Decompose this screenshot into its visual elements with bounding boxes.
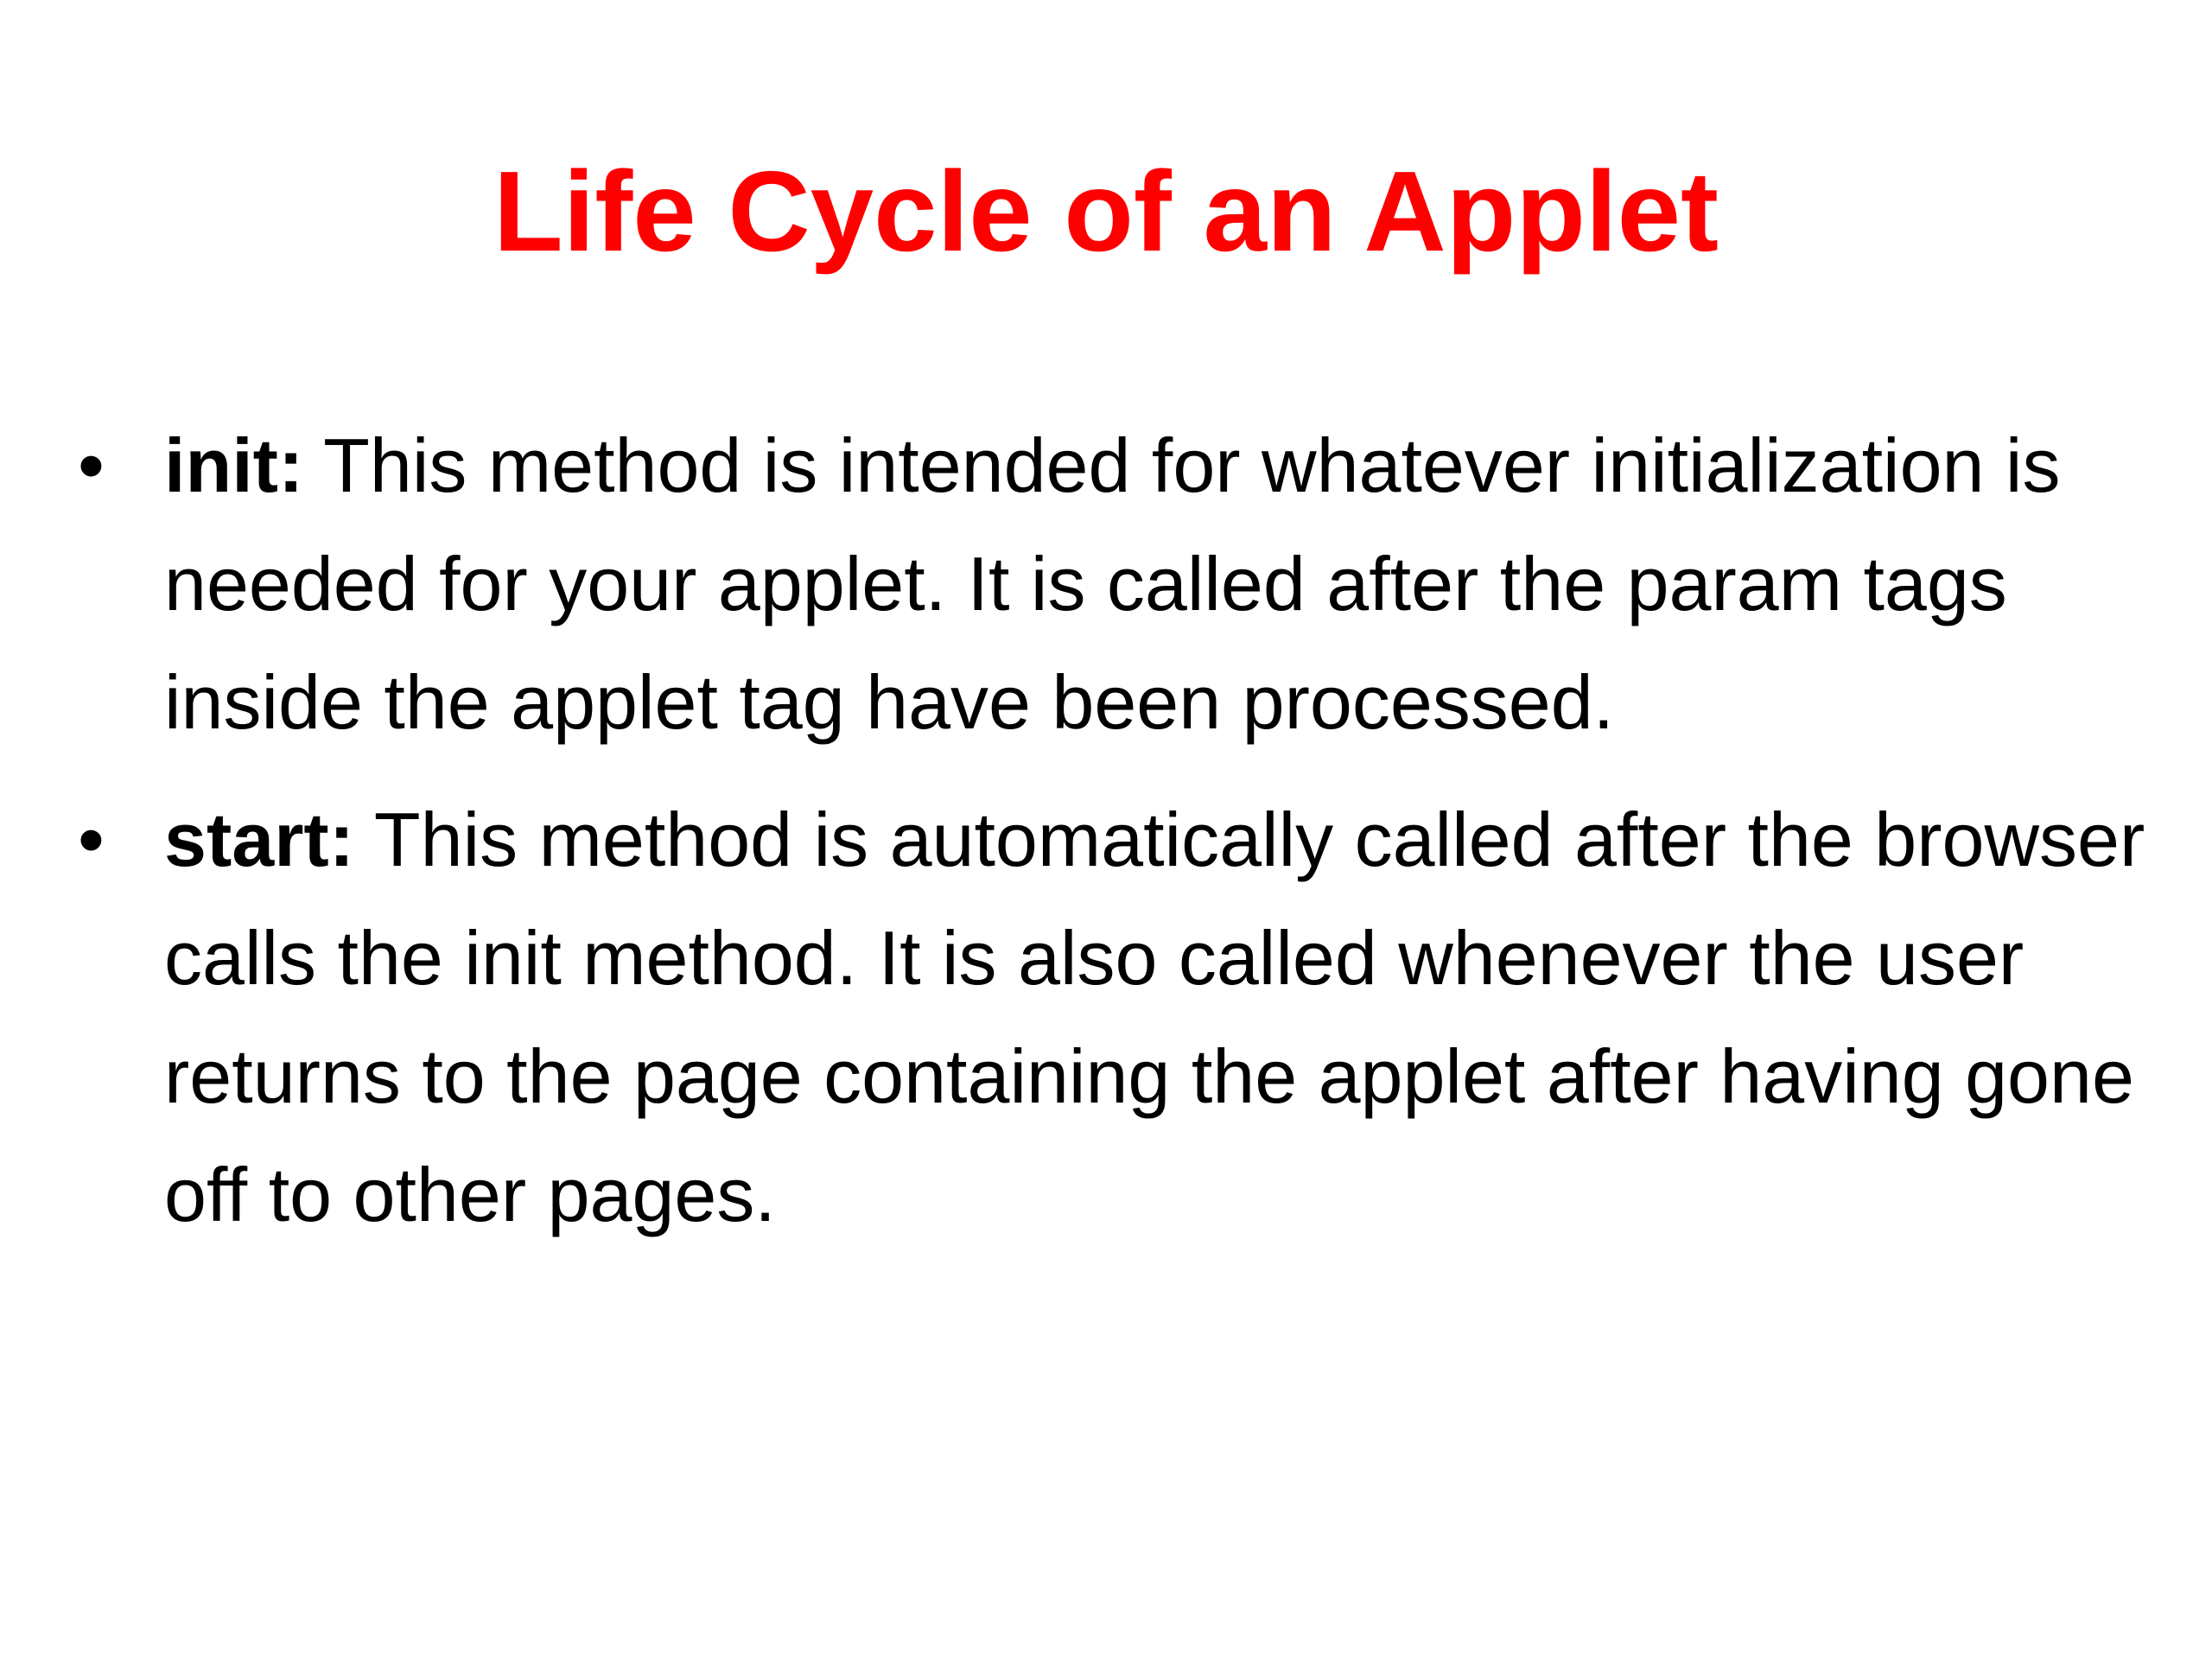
bullet-term: start: bbox=[164, 797, 355, 882]
bullet-dot-icon: • bbox=[78, 797, 105, 882]
bullet-item-init bbox=[78, 406, 2186, 761]
bullet-item-start bbox=[78, 780, 2186, 1254]
bullet-dot-icon: • bbox=[78, 423, 105, 508]
bullet-term: init: bbox=[164, 423, 304, 508]
slide-title: Life Cycle of an Applet bbox=[493, 148, 1719, 275]
bullet-text: This method is intended for whatever initialization is needed for your applet. It is called after the param tags inside the applet tag have been processed. bbox=[164, 423, 2061, 745]
bullet-text: This method is automatically called after the browser calls the init method. It is also called whenever the user returns to the page containing the applet after having gone off to other pages. bbox=[164, 797, 2145, 1237]
bullet-list bbox=[78, 406, 2186, 1273]
